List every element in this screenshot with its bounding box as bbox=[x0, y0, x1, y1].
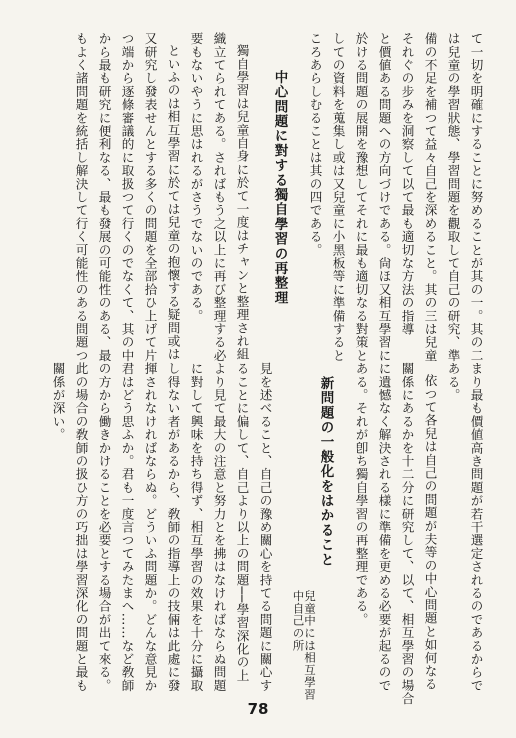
text-column: 要もないやうに思はれるがさうでないのである。 bbox=[188, 32, 204, 323]
text-column: 兒童中には相互學習中自己の所 bbox=[291, 590, 317, 701]
text-column: 織立てられてある。さればもう之以上に再び整理する必 bbox=[211, 32, 227, 362]
text-column: に對して興味を持ち得ず、相互學習の效果を十分に攝取 bbox=[188, 362, 204, 692]
text-column: 獨自學習は兒童自身に於て一度はチャンと整理され組 bbox=[234, 44, 250, 361]
text-column: 關係が深い。 bbox=[50, 362, 66, 442]
text-column: 此の場合の敎師の扱ひ方の巧拙は學習深化の問題と最も bbox=[73, 362, 89, 692]
text-column: ころあらしむることは其の四である。 bbox=[307, 32, 323, 257]
text-column: 依つて各兒は自己の問題が夫等の中心問題と如何なる bbox=[422, 374, 438, 691]
text-column: ることに偏して、自己より以上の問題──學習深化の上 bbox=[234, 362, 250, 682]
text-column: 見を述べること、自己の豫め關心を持てる問題に關心す bbox=[257, 362, 273, 692]
section-heading: 中心問題に對する獨自學習の再整理 bbox=[271, 70, 288, 306]
text-column: まり最も價値高き問題が若干選定されるのであるからで bbox=[468, 362, 484, 692]
text-column: と價値ある問題への方向づけである。尙ほ又相互學習に bbox=[376, 32, 392, 362]
text-column: ある。それが卽ち獨自學習の再整理である。 bbox=[353, 362, 369, 626]
text-column: 又研究し發表せんとする多くの問題を全部拾ひ上げて片 bbox=[142, 32, 158, 362]
text-column: 關係にあるかを十二分に研究して、以て、相互學習の場合 bbox=[399, 362, 415, 706]
text-column: て一切を明確にすることに努めることが其の一。其の二 bbox=[468, 32, 484, 362]
text-column: し得ない者があるから、敎師の指導上の技倆は此處に發 bbox=[165, 362, 181, 692]
text-column: 揮されなければならぬ。どういふ問題か。どんな意見か bbox=[142, 362, 158, 692]
text-column: もよく諸問題を統括し解決して行く可能性のある問題つ bbox=[73, 32, 89, 362]
text-column: 君はどう思ふか。君も一度言つてみたまへ……など敎師 bbox=[119, 362, 135, 692]
page-number: 78 bbox=[247, 700, 269, 718]
text-column: といふのは相互學習に於ては兒童の抱懷する疑問或は bbox=[165, 44, 181, 361]
text-column: それぐの步みを洞察して以て最も適切な方法の指導 bbox=[399, 32, 415, 336]
text-column: 於ける問題の展開を豫想してそれに最も適切なる對策と bbox=[353, 32, 369, 362]
text-column: は兒童の學習狀態、學習問題を觀取して自己の研究、準 bbox=[445, 32, 461, 362]
section-heading: 新問題の一般化をはかること bbox=[317, 376, 334, 568]
text-column: ある。 bbox=[445, 362, 461, 402]
text-column: 備の不足を補つて益々自己を深めること。其の三は兒童 bbox=[422, 32, 438, 362]
text-column: しての資料を蒐集し或は又兒童に小黑板等に準備すると bbox=[330, 32, 346, 362]
text-column: より見て最大の注意と努力とを拂はなければならぬ問題 bbox=[211, 362, 227, 692]
text-column: つ端から逐條審議的に取扱つて行くのでなくて、其の中 bbox=[119, 32, 135, 362]
text-column: に遺憾なく解決される樣に準備を更める必要が起るので bbox=[376, 362, 392, 692]
text-column: から最も研究に便利なる、最も發展の可能性のある、最 bbox=[96, 32, 112, 362]
text-column: の方から働きかけることを必要とする場合が出て來る。 bbox=[96, 362, 112, 692]
